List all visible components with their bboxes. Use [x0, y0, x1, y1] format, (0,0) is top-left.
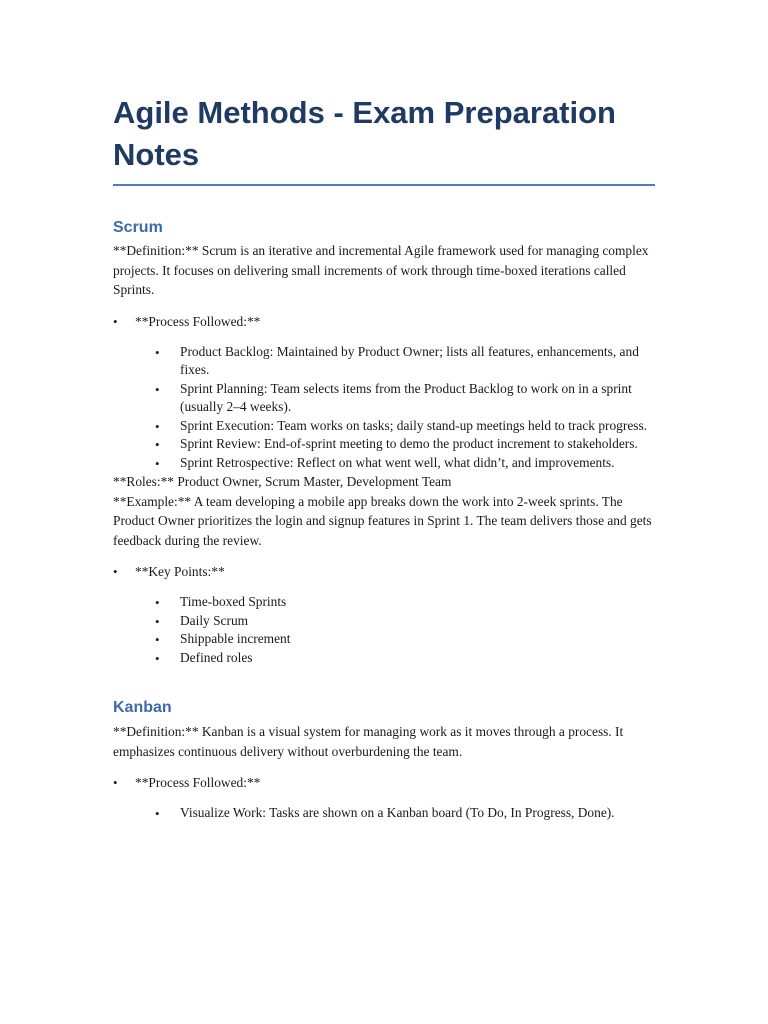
- kanban-process-list: [113, 773, 655, 823]
- scrum-process-sublist: [135, 343, 655, 473]
- bullet-icon: •: [155, 418, 160, 434]
- scrum-key-points-label-item: [113, 562, 655, 667]
- list-item: [135, 380, 655, 417]
- kanban-definition: **Definition:** Kanban is a visual system for managing work as it moves through a process. It emphasizes continuous delivery without overburdening the team.: [113, 724, 624, 759]
- bullet-icon: •: [155, 344, 160, 360]
- list-item-text: Defined roles: [180, 649, 253, 665]
- list-item: [135, 435, 655, 454]
- list-item: [135, 343, 655, 380]
- list-item: [135, 417, 655, 436]
- list-item-text: Sprint Execution: Team works on tasks; daily stand-up meetings held to track progress.: [180, 417, 648, 433]
- list-item-text: Shippable increment: [180, 631, 291, 646]
- document-title: Agile Methods - Exam Preparation Notes: [113, 92, 655, 186]
- bullet-icon: •: [155, 455, 160, 471]
- scrum-example: **Example:** A team developing a mobile app breaks down the work into 2-week sprints. The Product Owner prioritizes the login and signup features in Sprint 1. The team delivers those and gets feedback during the review.: [113, 493, 652, 548]
- list-item-text: Time-boxed Sprints: [180, 594, 287, 609]
- bullet-icon: •: [155, 613, 160, 629]
- bullet-icon: •: [113, 313, 118, 329]
- bullet-icon: •: [155, 437, 160, 452]
- kanban-process-label-item: [113, 773, 655, 823]
- scrum-heading: Scrum: [113, 219, 163, 236]
- scrum-key-points-list: [113, 562, 655, 667]
- bullet-icon: •: [155, 595, 160, 610]
- document-page: [113, 92, 655, 823]
- scrum-key-points-label: **Key Points:**: [135, 564, 225, 579]
- list-item: [135, 804, 655, 823]
- list-item-text: Daily Scrum: [180, 612, 249, 628]
- kanban-heading: Kanban: [113, 699, 172, 716]
- scrum-definition: **Definition:** Scrum is an iterative and incremental Agile framework used for managing complex projects. It focuses on delivering small increments of work through time-boxed iterations called Sprints.: [113, 243, 649, 297]
- scrum-key-points-sublist: [135, 593, 655, 667]
- list-item-text: Product Backlog: Maintained by Product Owner; lists all features, enhancements, and fixes.: [180, 343, 639, 377]
- bullet-icon: •: [155, 650, 160, 666]
- list-item-text: Sprint Review: End-of-sprint meeting to demo the product increment to stakeholders.: [180, 436, 638, 451]
- list-item-text: Sprint Planning: Team selects items from the Product Backlog to work on in a sprint (usually 2–4 weeks).: [180, 380, 632, 414]
- scrum-process-label-item: [113, 312, 655, 473]
- list-item: [135, 612, 655, 631]
- bullet-icon: •: [155, 632, 160, 647]
- bullet-icon: •: [113, 564, 118, 579]
- scrum-process-list: [113, 312, 655, 473]
- scrum-process-label: **Process Followed:**: [135, 313, 261, 329]
- kanban-process-sublist: [135, 804, 655, 823]
- list-item: [135, 649, 655, 668]
- list-item: [135, 454, 655, 473]
- scrum-roles: **Roles:** Product Owner, Scrum Master, Development Team: [113, 474, 452, 489]
- list-item-text: Visualize Work: Tasks are shown on a Kanban board (To Do, In Progress, Done).: [180, 805, 615, 820]
- kanban-process-label: **Process Followed:**: [135, 775, 261, 790]
- bullet-icon: •: [113, 775, 118, 790]
- bullet-icon: •: [155, 806, 160, 821]
- list-item-text: Sprint Retrospective: Reflect on what went well, what didn’t, and improvements.: [180, 454, 615, 470]
- list-item: [135, 630, 655, 649]
- list-item: [135, 593, 655, 612]
- bullet-icon: •: [155, 381, 160, 397]
